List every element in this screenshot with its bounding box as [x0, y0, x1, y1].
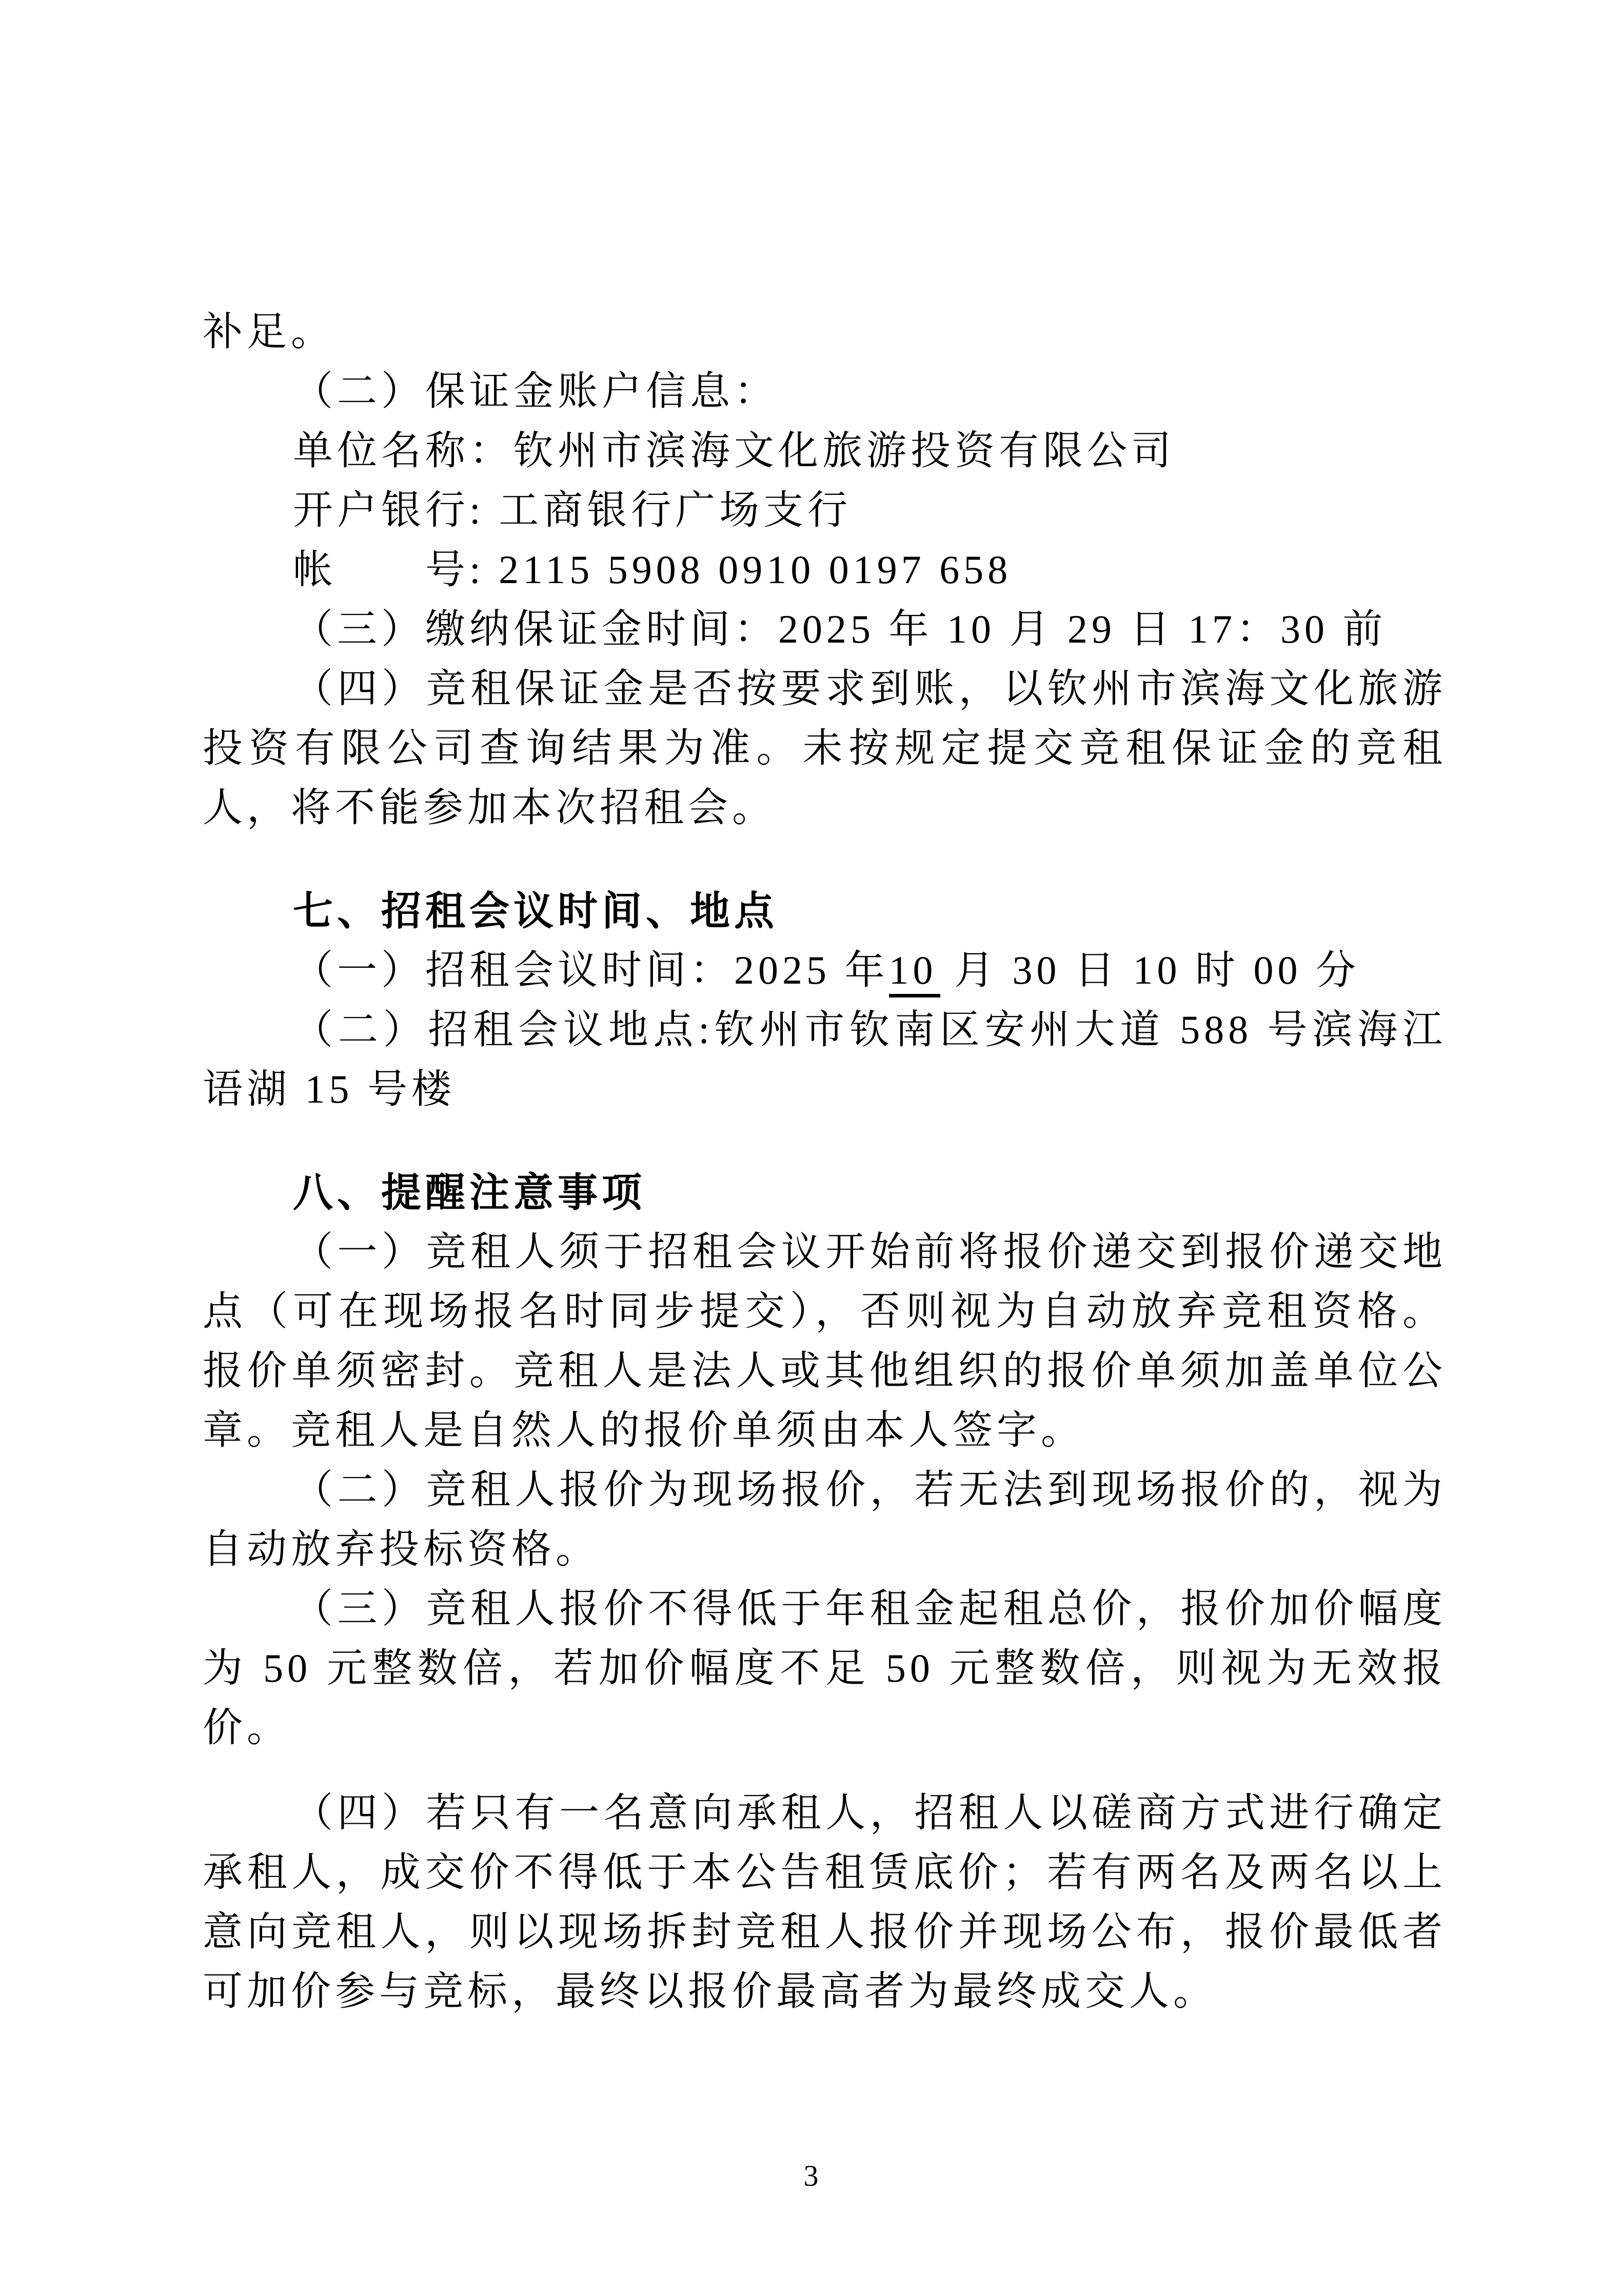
paragraph-deposit-account-heading: （二）保证金账户信息：: [293, 369, 779, 413]
paragraph-note3: （三）竞租人报价不得低于年租金起租总价，报价加价幅度为 50 元整数倍，若加价幅度不足 50 元整数倍，则视为无效报价。: [203, 1586, 1447, 1750]
paragraph-deposit-arrival-rule: （四）竞租保证金是否按要求到账，以钦州市滨海文化旅游投资有限公司查询结果为准。未按规定提交竞租保证金的竞租人，将不能参加本次招租会。: [203, 666, 1447, 830]
paragraph-continuation: 补足。: [203, 309, 335, 354]
paragraph-unit-name: 单位名称：钦州市滨海文化旅游投资有限公司: [293, 428, 1176, 473]
paragraph-account-number: 帐 号: 2115 5908 0910 0197 658: [293, 547, 1012, 592]
paragraph-note4: （四）若只有一名意向承租人，招租人以磋商方式进行确定承租人，成交价不得低于本公告租赁底价；若有两名及两名以上意向竞租人，则以现场拆封竞租人报价并现场公布，报价最低者可加价参与竞标，最终以报价最高者为最终成交人。: [203, 1790, 1447, 2013]
meeting-time-text: （一）招租会议时间：2025 年: [293, 948, 889, 992]
document-body: [203, 302, 1447, 2021]
meeting-time-month-underlined: 10: [889, 948, 940, 997]
paragraph-deposit-deadline: （三）缴纳保证金时间：2025 年 10 月 29 日 17：30 前: [293, 607, 1387, 651]
paragraph-bank: 开户银行: 工商银行广场支行: [293, 488, 852, 532]
paragraph-note1: （一）竞租人须于招租会议开始前将报价递交到报价递交地点（可在现场报名时同步提交），否则视为自动放弃竞租资格。报价单须密封。竞租人是法人或其他组织的报价单须加盖单位公章。竞租人是自然人的报价单须由本人签字。: [203, 1229, 1447, 1452]
paragraph-note2: （二）竞租人报价为现场报价，若无法到现场报价的，视为自动放弃投标资格。: [203, 1467, 1447, 1571]
page-number: 3: [803, 2159, 819, 2192]
section-eight-heading: 八、提醒注意事项: [293, 1170, 646, 1215]
meeting-time-text-suffix: 月 30 日 10 时 00 分: [940, 948, 1360, 992]
section-seven-heading: 七、招租会议时间、地点: [293, 888, 779, 933]
paragraph-meeting-place: （二）招租会议地点:钦州市钦南区安州大道 588 号滨海江语湖 15 号楼: [203, 1007, 1447, 1111]
paragraph-meeting-time: [203, 941, 1447, 1000]
